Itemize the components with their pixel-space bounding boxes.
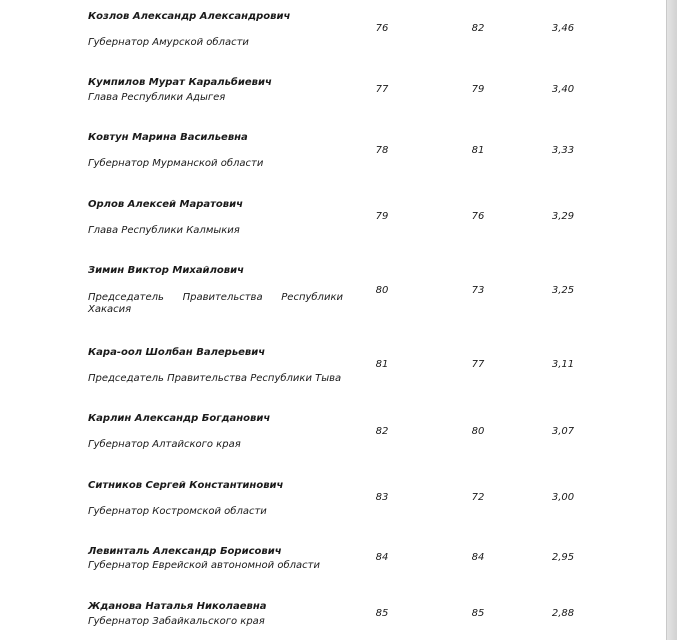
governor-position: Глава Республики Адыгея [88, 92, 226, 103]
score-value: 3,29 [551, 211, 575, 222]
score-value: 3,00 [551, 492, 575, 503]
rank-value: 80 [375, 285, 389, 296]
rank-value: 79 [375, 211, 389, 222]
rank-value: 82 [375, 426, 389, 437]
prev-rank-value: 79 [471, 84, 485, 95]
governor-name: Кара-оол Шолбан Валерьевич [88, 347, 266, 358]
prev-rank-value: 84 [471, 552, 485, 563]
prev-rank-value: 80 [471, 426, 485, 437]
governor-name: Кумпилов Мурат Каральбиевич [88, 77, 272, 88]
rank-value: 84 [375, 552, 389, 563]
governor-name: Жданова Наталья Николаевна [88, 601, 267, 612]
governor-name: Карлин Александр Богданович [88, 413, 271, 424]
prev-rank-value: 77 [471, 359, 485, 370]
governor-name: Левинталь Александр Борисович [88, 546, 282, 557]
score-value: 3,33 [551, 145, 575, 156]
governor-position: Председатель Правительства Республики Хакасия [88, 292, 343, 315]
rank-value: 85 [375, 608, 389, 619]
rank-value: 81 [375, 359, 389, 370]
governor-position: Губернатор Мурманской области [88, 158, 264, 169]
score-value: 3,07 [551, 426, 575, 437]
governor-name: Орлов Алексей Маратович [88, 199, 243, 210]
score-value: 3,11 [551, 359, 575, 370]
governor-position: Губернатор Костромской области [88, 506, 267, 517]
prev-rank-value: 72 [471, 492, 485, 503]
governor-position: Губернатор Амурской области [88, 37, 249, 48]
governor-position: Губернатор Еврейской автономной области [88, 560, 320, 571]
score-value: 3,46 [551, 23, 575, 34]
rank-value: 77 [375, 84, 389, 95]
score-value: 2,88 [551, 608, 575, 619]
prev-rank-value: 82 [471, 23, 485, 34]
governor-name: Ситников Сергей Константинович [88, 480, 284, 491]
score-value: 2,95 [551, 552, 575, 563]
governor-position: Глава Республики Калмыкия [88, 225, 240, 236]
score-value: 3,25 [551, 285, 575, 296]
rank-value: 76 [375, 23, 389, 34]
rank-value: 83 [375, 492, 389, 503]
governor-name: Зимин Виктор Михайлович [88, 265, 244, 276]
page-edge [666, 0, 677, 640]
rank-value: 78 [375, 145, 389, 156]
governor-position: Губернатор Забайкальского края [88, 616, 265, 627]
governor-position: Губернатор Алтайского края [88, 439, 241, 450]
prev-rank-value: 81 [471, 145, 485, 156]
prev-rank-value: 73 [471, 285, 485, 296]
governor-name: Ковтун Марина Васильевна [88, 132, 248, 143]
governor-position: Председатель Правительства Республики Тыва [88, 373, 342, 384]
score-value: 3,40 [551, 84, 575, 95]
governor-name: Козлов Александр Александрович [88, 11, 291, 22]
prev-rank-value: 85 [471, 608, 485, 619]
prev-rank-value: 76 [471, 211, 485, 222]
